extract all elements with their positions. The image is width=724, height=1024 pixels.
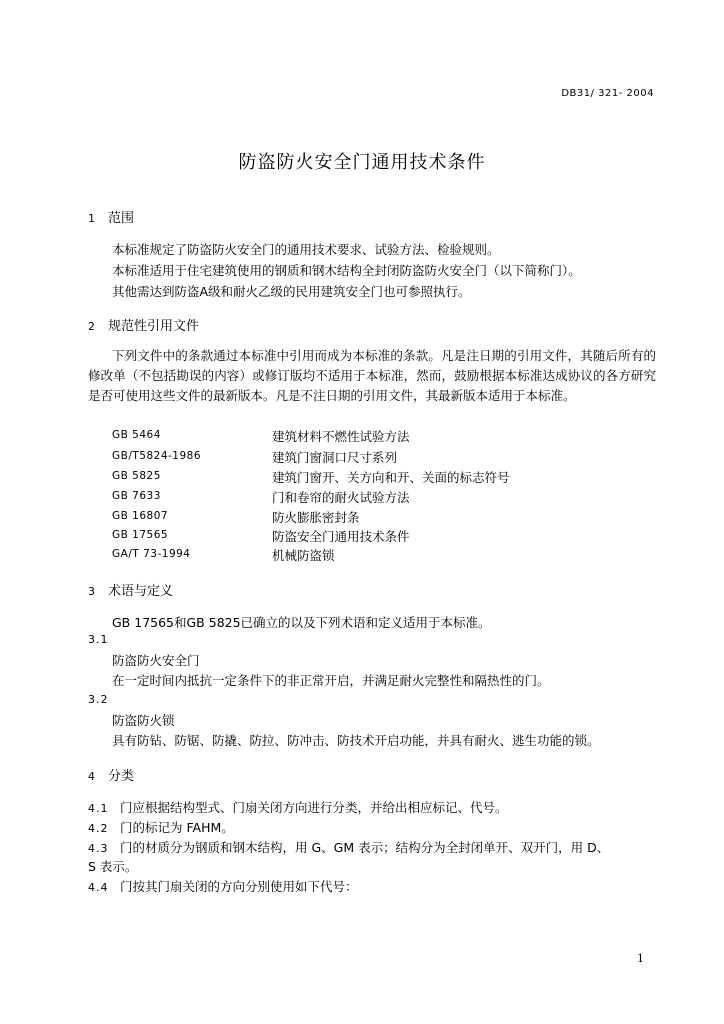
clause: [88, 838, 609, 856]
section-title: 规范性引用文件: [108, 319, 200, 334]
paragraph: 本标准适用于住宅建筑使用的钢质和钢木结构全封闭防盗防火安全门（以下简称门）。: [112, 263, 581, 278]
reference-code: GB 5464: [112, 429, 161, 441]
section-3-heading: [88, 580, 173, 599]
clause-text: 门的材质分为钢质和钢木结构，用 G、GM 表示；结构分为全封闭单开、双开门，用 D、: [120, 840, 610, 855]
term-name: 防盗防火锁: [112, 713, 175, 728]
term-definition: 具有防钻、防锯、防撬、防拉、防冲击、防技术开启功能，并具有耐火、逃生功能的锁。: [112, 733, 600, 748]
standard-code: DB31/ 321- 2004: [561, 88, 654, 99]
paragraph: GB 17565和GB 5825已确立的以及下列术语和定义适用于本标准。: [112, 615, 491, 630]
document-title: 防盗防火安全门通用技术条件: [238, 152, 486, 173]
clause-continuation: S 表示。: [88, 859, 138, 874]
clause: [88, 818, 234, 836]
term-definition: 在一定时间内抵抗一定条件下的非正常开启，并满足耐火完整性和隔热性的门。: [112, 673, 550, 688]
clause: [88, 877, 358, 895]
clause-number: 4.4: [88, 881, 109, 894]
reference-code: GB 16807: [112, 510, 169, 522]
section-title: 范围: [108, 211, 135, 226]
reference-name: 门和卷帘的耐火试验方法: [272, 490, 410, 505]
section-title: 分类: [108, 769, 135, 784]
reference-name: 防盗安全门通用技术条件: [272, 529, 410, 544]
section-title: 术语与定义: [108, 584, 174, 599]
reference-code: GB 5825: [112, 470, 161, 482]
reference-code: GB/T5824-1986: [112, 450, 202, 462]
reference-name: 机械防盗锁: [272, 548, 335, 563]
reference-name: 建筑门窗开、关方向和开、关面的标志符号: [272, 470, 510, 485]
section-1-heading: [88, 207, 134, 226]
clause-text: 门按其门扇关闭的方向分别使用如下代号：: [120, 879, 358, 894]
reference-name: 建筑门窗洞口尺寸系列: [272, 450, 398, 465]
reference-code: GB 7633: [112, 490, 161, 502]
clause: [88, 798, 508, 816]
term-number: 3.2: [88, 693, 109, 706]
clause-text: 门应根据结构型式、门扇关闭方向进行分类，并给出相应标记、代号。: [120, 800, 508, 815]
section-number: 3: [88, 585, 95, 598]
clause-text: 门的标记为 FAHM。: [120, 820, 234, 835]
term-number: 3.1: [88, 633, 109, 646]
section-4-heading: [88, 765, 134, 784]
page-number: 1: [637, 952, 644, 965]
paragraph: 其他需达到防盗A级和耐火乙级的民用建筑安全门也可参照执行。: [112, 284, 471, 299]
clause-number: 4.1: [88, 802, 109, 815]
reference-code: GA/T 73-1994: [112, 548, 191, 560]
section-number: 4: [88, 770, 95, 783]
clause-number: 4.3: [88, 842, 109, 855]
reference-name: 防火膨胀密封条: [272, 510, 360, 525]
reference-name: 建筑材料不燃性试验方法: [272, 429, 410, 444]
reference-code: GB 17565: [112, 529, 169, 541]
paragraph: 本标准规定了防盗防火安全门的通用技术要求、试验方法、检验规则。: [112, 242, 500, 257]
section-number: 1: [88, 212, 95, 225]
term-name: 防盗防火安全门: [112, 653, 200, 668]
paragraph: 下列文件中的条款通过本标准中引用而成为本标准的条款。凡是注日期的引用文件，其随后所有的修改单（不包括勘误的内容）或修订版均不适用于本标准，然而，鼓励根据本标准达成协议的各方研究是否可使用这些文件的最新版本。凡是不注日期的引用文件，其最新版本适用于本标准。: [88, 348, 656, 403]
clause-number: 4.2: [88, 822, 109, 835]
section-2-heading: [88, 315, 199, 334]
section-number: 2: [88, 320, 95, 333]
